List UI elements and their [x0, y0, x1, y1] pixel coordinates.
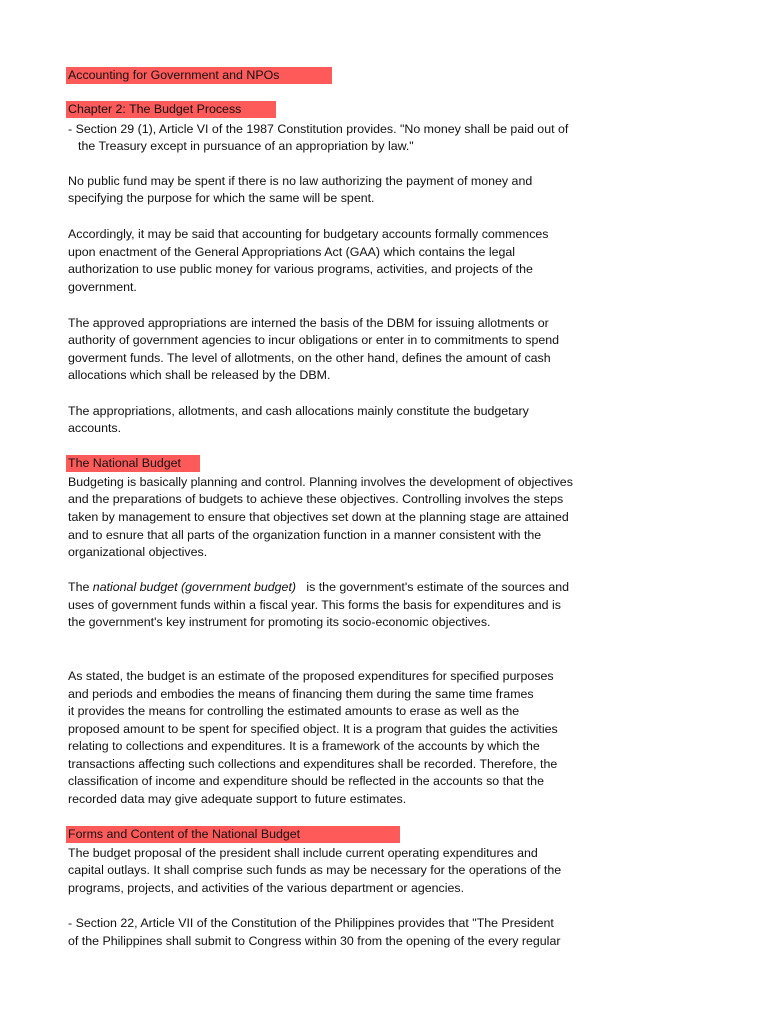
paragraph-line: and the preparations of budgets to achieve these objectives. Controlling involves the steps — [68, 492, 564, 506]
paragraph-line: Budgeting is basically planning and control. Planning involves the development of objectives — [68, 475, 573, 489]
paragraph-line: The approved appropriations are interned the basis of the DBM for issuing allotments or — [68, 316, 549, 330]
paragraph-line: and periods and embodies the means of financing them during the same time frames — [68, 687, 534, 701]
definition-prefix: The — [68, 580, 93, 594]
paragraph-line: capital outlays. It shall comprise such funds as may be necessary for the operations of the — [68, 863, 562, 877]
section-22-line-1: - Section 22, Article VII of the Constitution of the Philippines provides that "The President — [68, 916, 554, 930]
paragraph-line: relating to collections and expenditures. It is a framework of the accounts by which the — [68, 739, 540, 753]
paragraph-line: goverment funds. The level of allotments, on the other hand, defines the amount of cash — [68, 351, 551, 365]
paragraph-line: transactions affecting such collections and expenditures shall be recorded. Therefore, the — [68, 757, 558, 771]
paragraph-line: government. — [68, 280, 137, 294]
section-29-line-2: the Treasury except in pursuance of an appropriation by law." — [78, 139, 414, 153]
section-29-line-1: - Section 29 (1), Article VI of the 1987 Constitution provides. "No money shall be paid out of — [68, 122, 569, 136]
chapter-heading: Chapter 2: The Budget Process — [66, 101, 276, 118]
national-budget-term: national budget (government budget) — [92, 580, 297, 594]
national-budget-heading: The National Budget — [66, 455, 200, 472]
paragraph-line: authorization to use public money for various programs, activities, and projects of the — [68, 262, 533, 276]
paragraph-line: The budget proposal of the president shall include current operating expenditures and — [68, 846, 538, 860]
national-budget-definition-line-1 — [68, 579, 569, 595]
paragraph-line: specifying the purpose for which the same will be spent. — [68, 191, 375, 205]
paragraph-line: recorded data may give adequate support to future estimates. — [68, 792, 407, 806]
paragraph-line: the government's key instrument for promoting its socio-economic objectives. — [68, 615, 491, 629]
paragraph-line: upon enactment of the General Appropriations Act (GAA) which contains the legal — [68, 245, 516, 259]
definition-suffix: is the government's estimate of the sources and — [296, 580, 570, 594]
paragraph-line: classification of income and expenditure should be reflected in the accounts so that the — [68, 774, 544, 788]
paragraph-line: No public fund may be spent if there is no law authorizing the payment of money and — [68, 174, 533, 188]
paragraph-line: proposed amount to be spent for specified object. It is a program that guides the activities — [68, 722, 558, 736]
paragraph-line: Accordingly, it may be said that accounting for budgetary accounts formally commences — [68, 227, 549, 241]
paragraph-line: As stated, the budget is an estimate of the proposed expenditures for specified purposes — [68, 669, 554, 683]
paragraph-line: The appropriations, allotments, and cash allocations mainly constitute the budgetary — [68, 404, 529, 418]
paragraph-line: and to esnure that all parts of the organization function in a manner consistent with the — [68, 528, 542, 542]
document-title: Accounting for Government and NPOs — [66, 67, 332, 84]
paragraph-line: it provides the means for controlling the estimated amounts to erase as well as the — [68, 704, 520, 718]
paragraph-line: allocations which shall be released by the DBM. — [68, 368, 331, 382]
paragraph-line: taken by management to ensure that objectives set down at the planning stage are attained — [68, 510, 569, 524]
paragraph-line: uses of government funds within a fiscal year. This forms the basis for expenditures and is — [68, 598, 561, 612]
paragraph-line: authority of government agencies to incur obligations or enter in to commitments to spend — [68, 333, 560, 347]
paragraph-line: accounts. — [68, 421, 122, 435]
forms-content-heading: Forms and Content of the National Budget — [66, 826, 400, 843]
section-22-line-2: of the Philippines shall submit to Congress within 30 from the opening of the every regular — [68, 934, 561, 948]
paragraph-line: programs, projects, and activities of the various department or agencies. — [68, 881, 465, 895]
paragraph-line: organizational objectives. — [68, 545, 208, 559]
